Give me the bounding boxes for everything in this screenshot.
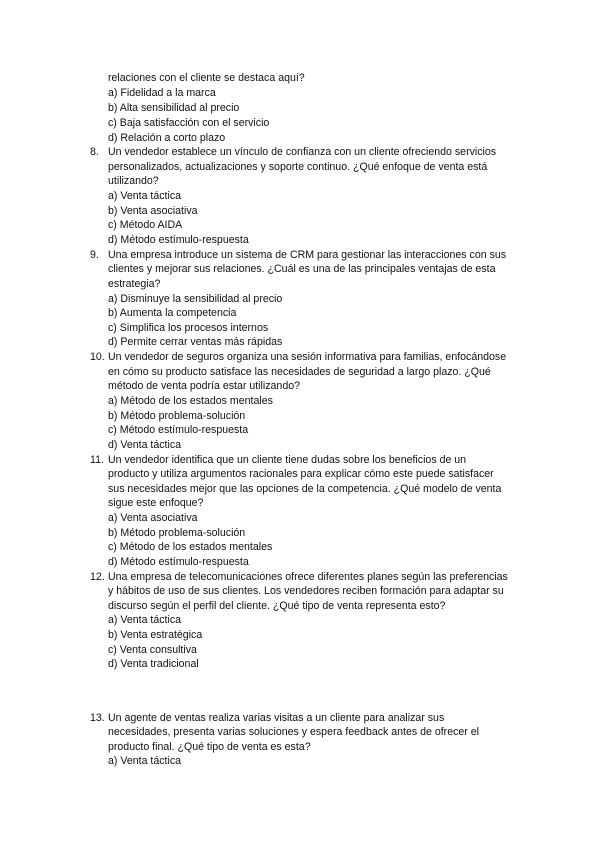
question-number: 12.	[90, 571, 105, 583]
question-stem-line: y hábitos de uso de sus clientes. Los vendedores reciben formación para adaptar su	[108, 585, 504, 597]
question-stem-line: sigue este enfoque?	[108, 497, 204, 509]
question-stem-line: utilizando?	[108, 175, 159, 187]
question-stem-line: Una empresa de telecomunicaciones ofrece diferentes planes según las preferencias	[108, 571, 508, 583]
answer-option: b) Alta sensibilidad al precio	[108, 102, 240, 114]
question-number: 9.	[90, 249, 99, 261]
question-stem-line: sus necesidades mejor que las opciones de la competencia. ¿Qué modelo de venta	[108, 483, 502, 495]
question-stem-line: Un vendedor establece un vínculo de confianza con un cliente ofreciendo servicios	[108, 146, 497, 158]
answer-option: a) Método de los estados mentales	[108, 395, 273, 407]
answer-option: c) Venta consultiva	[108, 644, 197, 656]
answer-option: b) Método problema-solución	[108, 410, 246, 422]
answer-option: b) Aumenta la competencia	[108, 307, 237, 319]
answer-option: a) Venta asociativa	[108, 512, 198, 524]
question-number: 11.	[90, 454, 104, 466]
answer-option: a) Fidelidad a la marca	[108, 87, 216, 99]
answer-option: d) Relación a corto plazo	[108, 132, 226, 144]
question-stem-line: método de venta podría estar utilizando?	[108, 380, 300, 392]
question-number: 8.	[90, 146, 99, 158]
answer-option: a) Disminuye la sensibilidad al precio	[108, 293, 283, 305]
question-stem-line: relaciones con el cliente se destaca aquí?	[108, 72, 305, 84]
question-stem-line: en cómo su producto satisface las necesidades de seguridad a largo plazo. ¿Qué	[108, 366, 491, 378]
question-stem-line: producto y utiliza argumentos racionales para explicar cómo este puede satisfacer	[108, 468, 494, 480]
question-stem-line: Un vendedor identifica que un cliente tiene dudas sobre los beneficios de un	[108, 454, 467, 466]
answer-option: d) Venta táctica	[108, 439, 182, 451]
question-stem-line: Un agente de ventas realiza varias visitas a un cliente para analizar sus	[108, 712, 445, 724]
question-stem-line: discurso según el perfil del cliente. ¿Qué tipo de venta representa esto?	[108, 600, 446, 612]
answer-option: a) Venta táctica	[108, 755, 182, 767]
question-stem-line: clientes y mejorar sus relaciones. ¿Cuál es una de las principales ventajas de esta	[108, 263, 496, 275]
answer-option: b) Venta asociativa	[108, 205, 198, 217]
answer-option: c) Método AIDA	[108, 219, 183, 231]
answer-option: d) Venta tradicional	[108, 658, 199, 670]
answer-option: c) Simplifica los procesos internos	[108, 322, 269, 334]
question-stem-line: Una empresa introduce un sistema de CRM para gestionar las interacciones con sus	[108, 249, 507, 261]
answer-option: a) Venta táctica	[108, 190, 182, 202]
answer-option: c) Método de los estados mentales	[108, 541, 273, 553]
question-number: 10.	[90, 351, 105, 363]
answer-option: c) Método estímulo-respuesta	[108, 424, 249, 436]
answer-option: b) Método problema-solución	[108, 527, 246, 539]
answer-option: d) Método estímulo-respuesta	[108, 234, 249, 246]
answer-option: c) Baja satisfacción con el servicio	[108, 117, 270, 129]
question-stem-line: producto final. ¿Qué tipo de venta es esta?	[108, 741, 311, 753]
question-stem-line: personalizados, actualizaciones y soporte continuo. ¿Qué enfoque de venta está	[108, 161, 488, 173]
answer-option: d) Permite cerrar ventas más rápidas	[108, 336, 283, 348]
answer-option: b) Venta estratégica	[108, 629, 203, 641]
question-stem-line: necesidades, presenta varias soluciones y espera feedback antes de ofrecer el	[108, 726, 480, 738]
question-stem-line: Un vendedor de seguros organiza una sesión informativa para familias, enfocándose	[108, 351, 507, 363]
question-stem-line: estrategia?	[108, 278, 161, 290]
answer-option: d) Método estímulo-respuesta	[108, 556, 249, 568]
answer-option: a) Venta táctica	[108, 614, 182, 626]
question-number: 13.	[90, 712, 105, 724]
